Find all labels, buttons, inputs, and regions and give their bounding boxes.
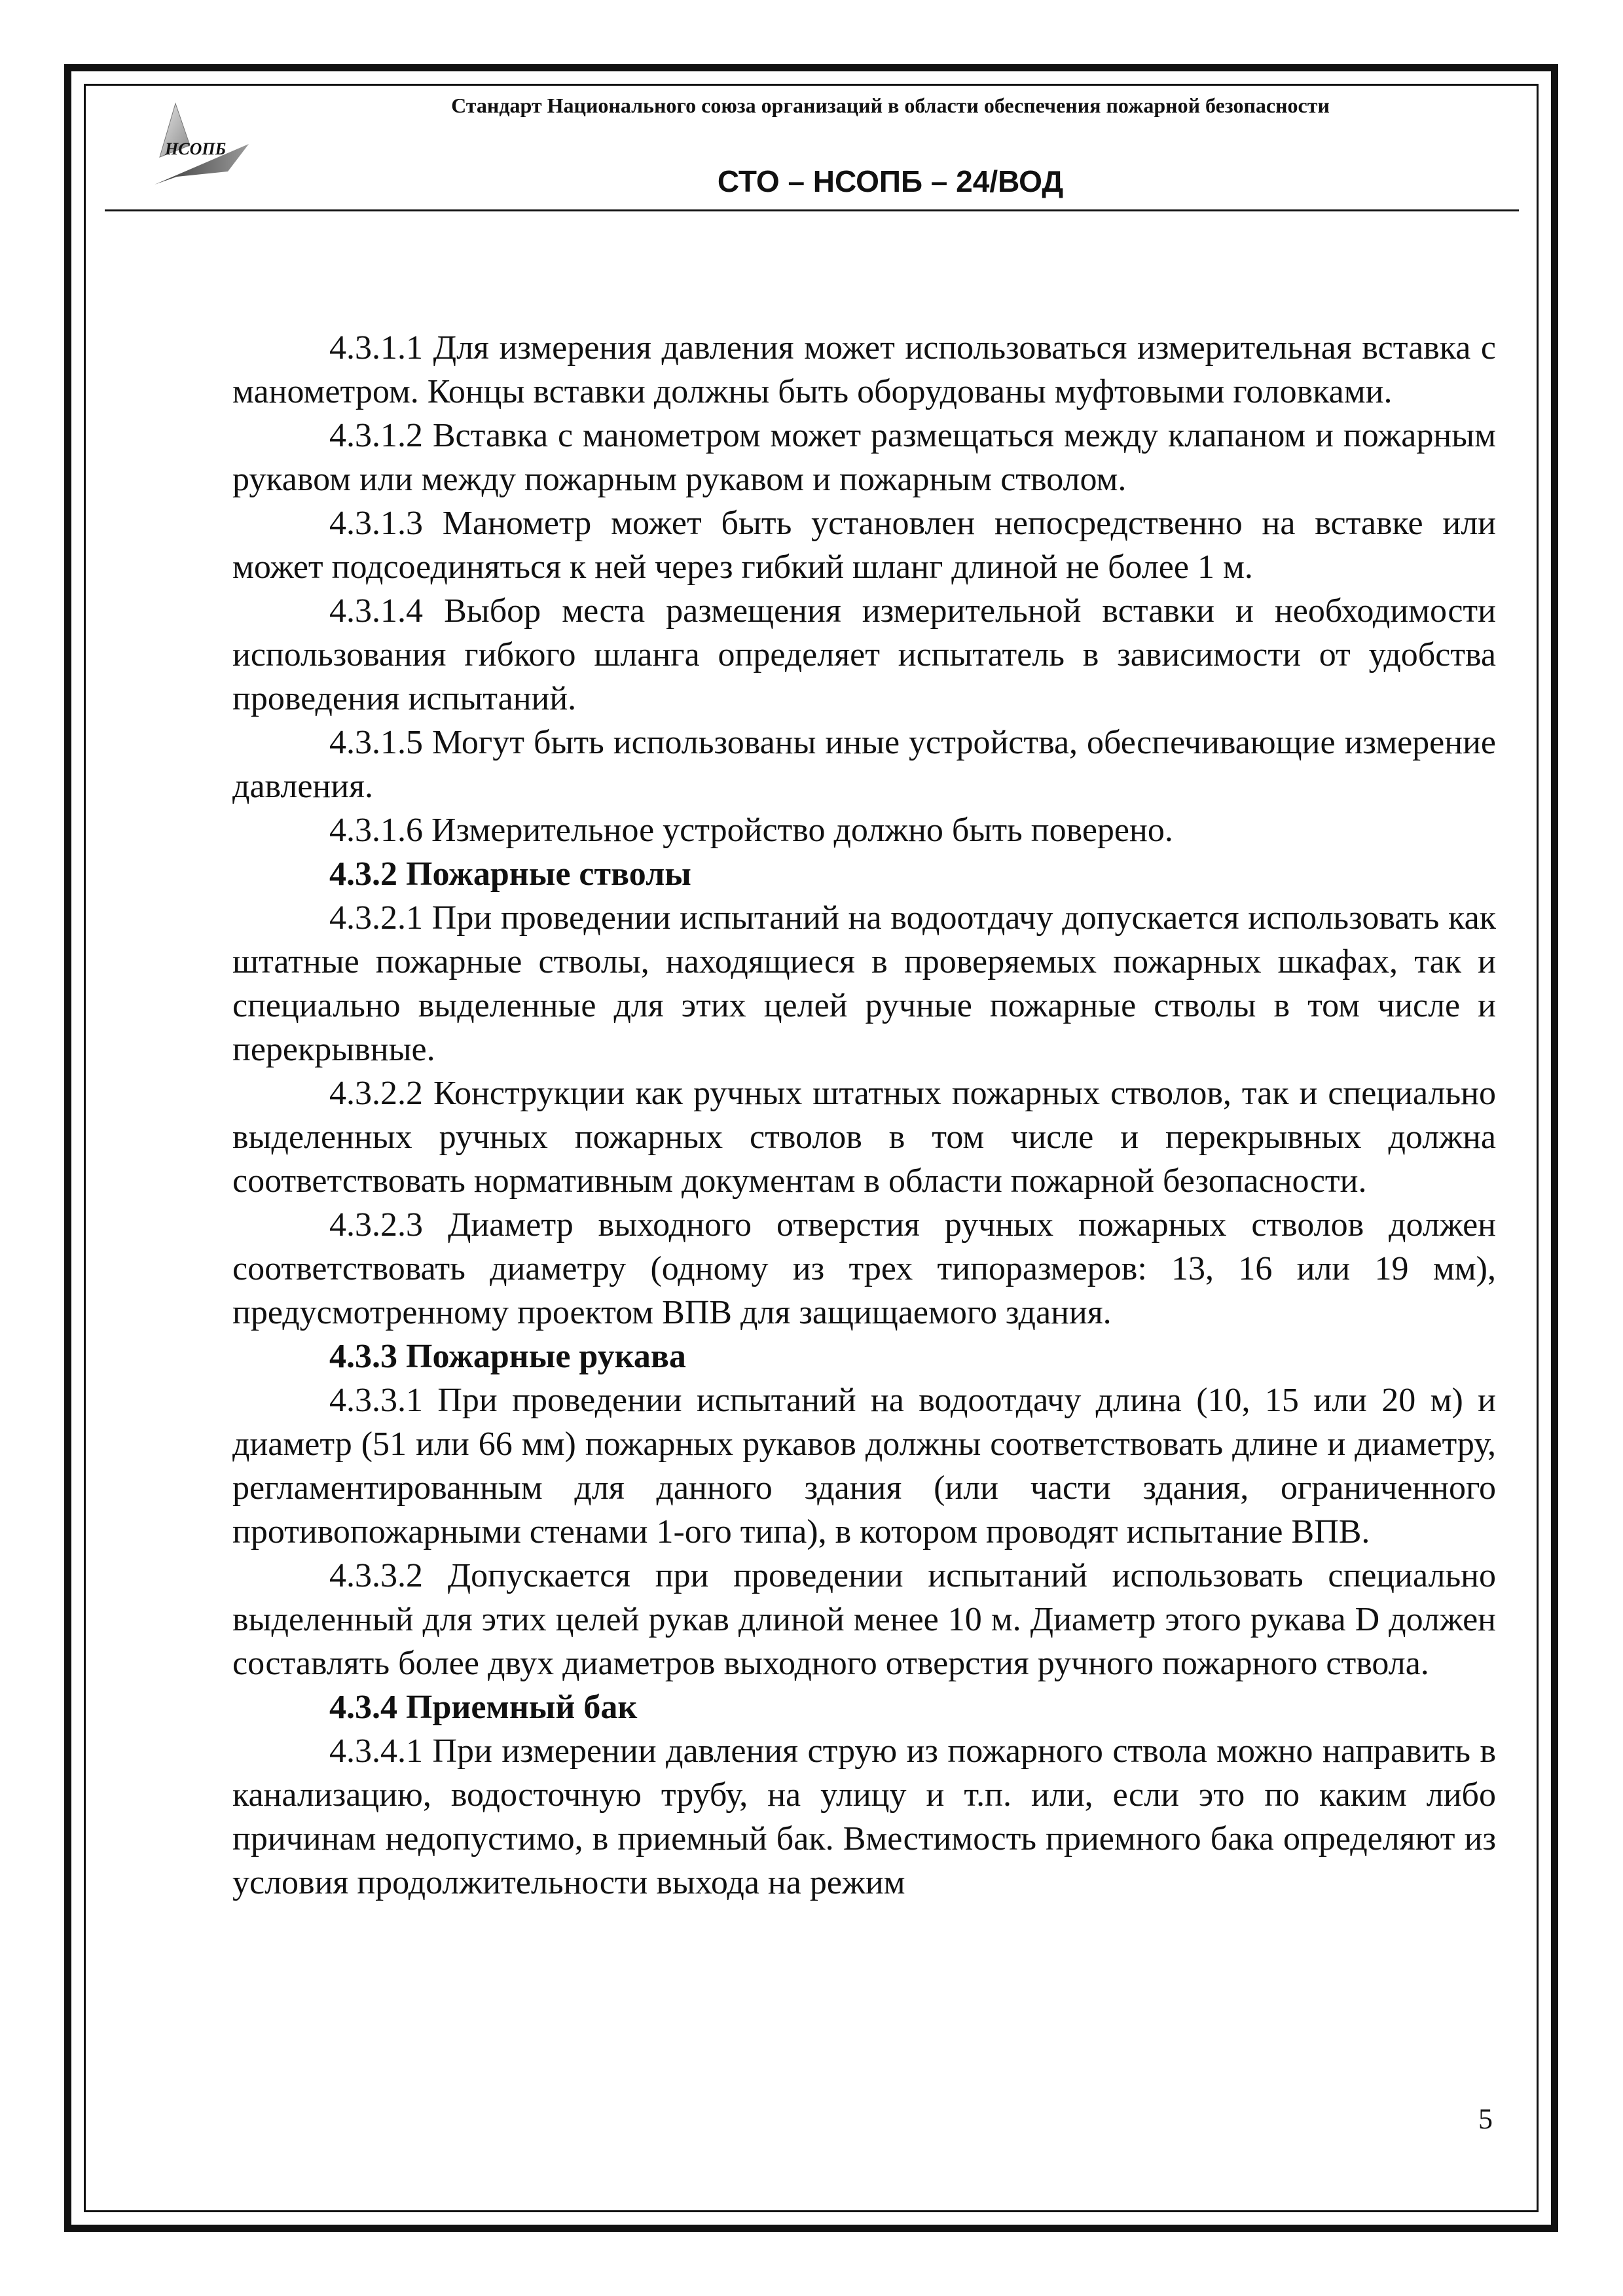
section-heading-4-3-3: 4.3.3 Пожарные рукава (329, 1338, 686, 1375)
header-organization: Стандарт Национального союза организаций в области обеспечения пожарной безопасности (451, 94, 1330, 117)
nsopb-logo (151, 98, 255, 190)
paragraph-4-3-1-4: 4.3.1.4 Выбор места размещения измерительной вставки и необходимости использования гибкого шланга определяет испытатель в зависимости от удобства проведения испытаний. (232, 592, 1496, 717)
paragraph-4-3-1-6: 4.3.1.6 Измерительное устройство должно быть поверено. (329, 812, 1173, 849)
paragraph-4-3-1-3: 4.3.1.3 Манометр может быть установлен непосредственно на вставке или может подсоединяться к ней через гибкий шланг длиной не более 1 м. (232, 505, 1496, 586)
paragraph-4-3-2-2: 4.3.2.2 Конструкции как ручных штатных пожарных стволов, так и специально выделенных ручных пожарных стволов в том числе и перекрывных должна соответствовать нормативным документам в области пожарной безопасности. (232, 1075, 1496, 1200)
page-number: 5 (1478, 2103, 1493, 2135)
document-body (232, 326, 1496, 1905)
header-divider (105, 209, 1519, 211)
paragraph-4-3-1-2: 4.3.1.2 Вставка с манометром может размещаться между клапаном и пожарным рукавом или между пожарным рукавом и пожарным стволом. (232, 417, 1496, 498)
paragraph-4-3-4-1: 4.3.4.1 При измерении давления струю из пожарного ствола можно направить в канализацию, водосточную трубу, на улицу и т.п. или, если это по каким либо причинам недопустимо, в приемный бак. Вместимость приемного бака определяют из условия продолжительности выхода на режим (232, 1732, 1496, 1901)
section-heading-4-3-2: 4.3.2 Пожарные стволы (329, 855, 691, 893)
logo-text: НСОПБ (165, 139, 227, 158)
paragraph-4-3-2-1: 4.3.2.1 При проведении испытаний на водоотдачу допускается использовать как штатные пожарные стволы, находящиеся в проверяемых пожарных шкафах, так и специально выделенные для этих целей ручные пожарные стволы в том числе и перекрывные. (232, 899, 1496, 1068)
paragraph-4-3-2-3: 4.3.2.3 Диаметр выходного отверстия ручных пожарных стволов должен соответствовать диаметру (одному из трех типоразмеров: 13, 16 или 19 мм), предусмотренному проектом ВПВ для защищаемого здания. (232, 1206, 1496, 1331)
paragraph-4-3-3-1: 4.3.3.1 При проведении испытаний на водоотдачу длина (10, 15 или 20 м) и диаметр (51 или 66 мм) пожарных рукавов должны соответствовать длине и диаметру, регламентированным для данного здания (или части здания, ограниченного противопожарными стенами 1-ого типа), в котором проводят испытание ВПВ. (232, 1382, 1496, 1551)
paragraph-4-3-1-5: 4.3.1.5 Могут быть использованы иные устройства, обеспечивающие измерение давления. (232, 724, 1496, 805)
section-heading-4-3-4: 4.3.4 Приемный бак (329, 1689, 638, 1726)
paragraph-4-3-1-1: 4.3.1.1 Для измерения давления может использоваться измерительная вставка с манометром. Концы вставки должны быть оборудованы муфтовыми головками. (232, 329, 1496, 410)
document-code: СТО – НСОПБ – 24/ВОД (717, 164, 1064, 198)
paragraph-4-3-3-2: 4.3.3.2 Допускается при проведении испытаний использовать специально выделенный для этих целей рукав длиной менее 10 м. Диаметр этого рукава D должен составлять более двух диаметров выходного отверстия ручного пожарного ствола. (232, 1557, 1496, 1682)
